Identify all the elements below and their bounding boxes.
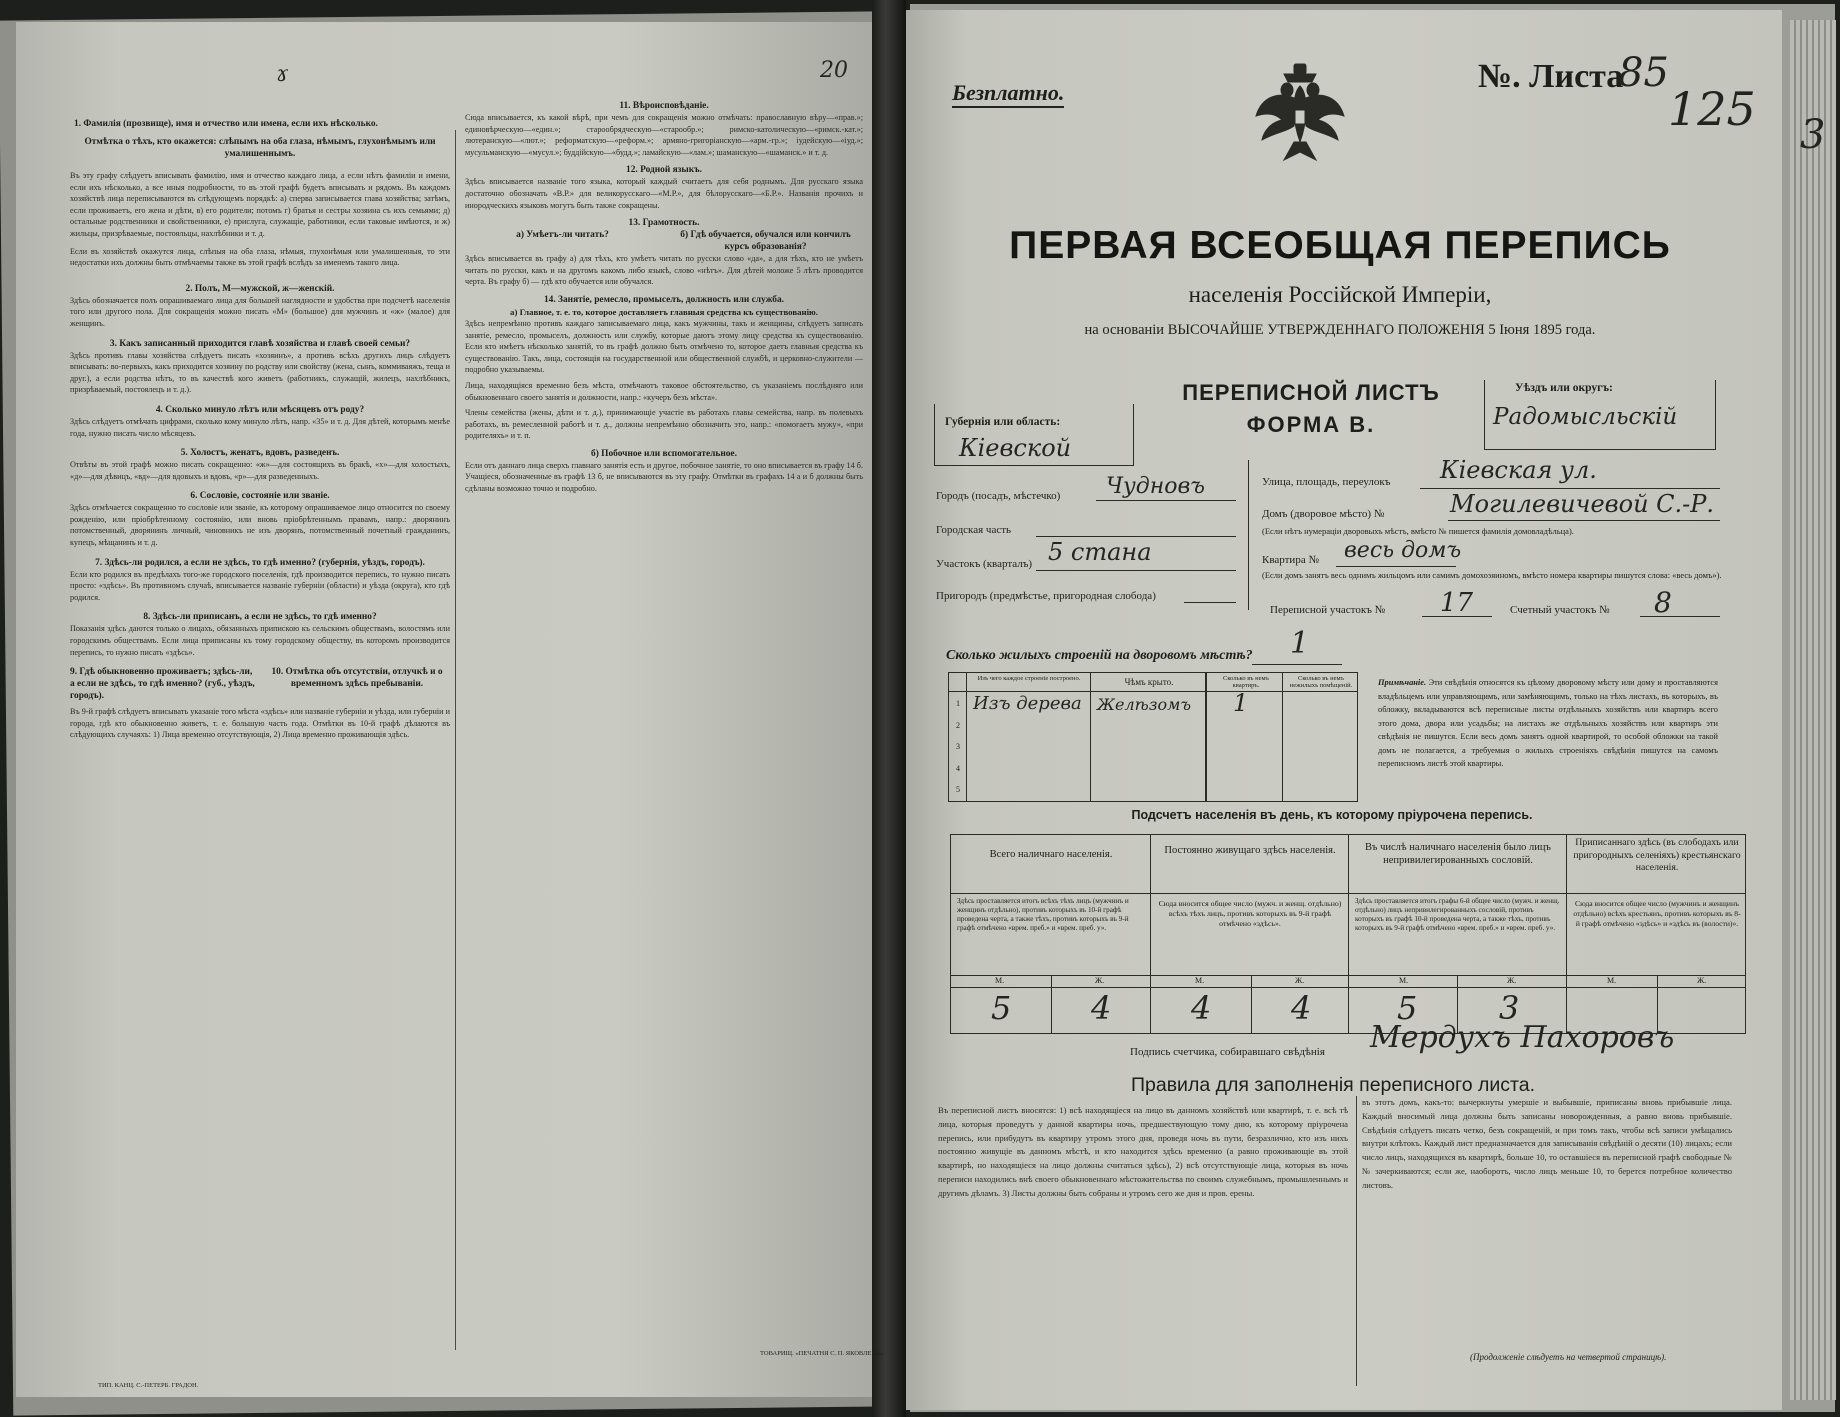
rules-column-2: въ этотъ домъ, какъ-то: вычеркнуты умершіе и выбывшіе, приписаны вновь прибывшіе лица. Каждый вносимый лица должны быть записаны новорожденныя, а равно вновь прибывшіе. Свѣдѣнія слѣдуетъ писать четко, безъ сокращеній, и при томъ такъ, чтобы всѣ записи умѣщались внутри клѣтокъ. Каждый лист предназначается для записыванія свѣдѣній о десяти (10) лицахъ; если число лицъ, находящихся въ квартирѣ, больше 10, то оставшіеся въ переписной графѣ свободные №№ зачеркиваются; если же, наоборотъ, число лицъ меньше 10, то берется потребное количество листовъ. (1362, 1097, 1732, 1190)
ct-mzh-row (951, 976, 1745, 987)
section-8-body: Показанія здѣсь даются только о лицахъ, обязанныхъ припискою къ сельскимъ обществамъ, волостямъ или городскимъ обществамъ. Если лица приписаны къ тому городскому обществу, въ которомъ производится перепись, то нужно писать «здѣсь». (70, 624, 450, 657)
rules-continued: (Продолженіе слѣдуетъ на четвертой страницѣ). (1470, 1352, 1667, 1362)
buildings-value: 1 (1290, 626, 1310, 661)
bt-row-3: 3 (956, 742, 960, 751)
section-9-body: Въ 9-й графѣ слѣдуетъ вписывать указаніе того мѣста «здѣсь» или названіе губерніи и уѣзда, или губерніи и города, гдѣ кто обыкновенно живетъ, т. е. большую часть года. Отмѣтки въ 10-й графѣ дѣлаются въ слѣдующихъ случаяхъ: 1) Лица временно отсутствующія, 2) Лица временно проживающія здѣсь. (70, 707, 450, 740)
instructions-column-2 (465, 100, 863, 1370)
section-6-body: Здѣсь отмѣчается сокращенно то сословіе или званіе, къ которому опрашиваемое лицо относится по своему рожденію, или пріобрѣтенному состоянію, или вновь пріобрѣтеннымъ правамъ, напр.: дворянинъ потомственный, дворянинъ личный, чиновникъ не изъ дворянъ, потомственный почетный гражданинъ, купецъ, мѣщанинъ и т. д. (70, 503, 450, 548)
form-heading (1146, 380, 1476, 438)
population-count-table (950, 834, 1746, 1034)
rules-divider (1356, 1096, 1357, 1386)
section-1-title: 1. Фамилія (прозвище), имя и отчество или имена, если ихъ нѣсколько. (74, 119, 378, 129)
section-9-title: 9. Гдѣ обыкновенно проживаетъ; здѣсь-ли, а если не здѣсь, то гдѣ именно? (губ., уѣздъ, городъ). (70, 667, 255, 702)
printer-note-right: ТОВАРИЩ. «ПЕЧАТНЯ С. П. ЯКОВЛЕВА». (760, 1350, 885, 1357)
section-13-title: 13. Грамотность. (628, 218, 700, 229)
count-section-value: 8 (1654, 586, 1672, 619)
section-12-title: 12. Родной языкъ. (626, 165, 702, 176)
section-value: 5 стана (1048, 538, 1152, 566)
page-edges (1790, 20, 1836, 1400)
address-divider (1248, 460, 1249, 610)
bt-row-1: 1 (956, 699, 960, 708)
ct-permanent-m: 4 (1191, 989, 1212, 1027)
left-page-number: 20 (820, 58, 848, 83)
bt-row-5: 5 (956, 785, 960, 794)
section-line (1036, 570, 1236, 571)
bt-row-2: 2 (956, 720, 960, 730)
book-gutter (872, 0, 906, 1417)
section-14-body-3: Члены семейства (жены, дѣти и т. д.), принимающіе участіе въ работахъ главы семейства, напр. въ полевыхъ работахъ, въ ремесленной работѣ и т. д., должны непремѣнно обозначить это, напр.: «помогаетъ мужу», «при родителяхъ» и т. п. (465, 408, 863, 441)
section-5-title: 5. Холостъ, женатъ, вдовъ, разведенъ. (180, 448, 340, 459)
count-title: Подсчетъ населенія въ день, къ которому пріурочена перепись. (1131, 808, 1533, 822)
section-11-title: 11. Вѣроисповѣданіе. (619, 101, 709, 111)
ct-zh-4: Ж. (1697, 976, 1707, 985)
bt-row1-material: Изъ дерева (973, 693, 1082, 714)
suburb-label: Пригородъ (предмѣстье, пригородная слобода) (936, 590, 1156, 602)
section-4-title: 4. Сколько минуло лѣтъ или мѣсяцевъ отъ роду? (155, 404, 365, 415)
town-part-line (1036, 536, 1236, 537)
note-title: Примѣчаніе. (1378, 678, 1427, 687)
count-section-line (1640, 616, 1720, 617)
ct-zh-1: Ж. (1095, 976, 1105, 985)
section-4-body: Здѣсь слѣдуетъ отмѣчать цифрами, сколько кому минуло лѣтъ, напр. «35» и т. д. Для дѣтей, которымъ менѣе года, нужно писать число мѣсяцевъ. (70, 416, 450, 438)
signature-label: Подпись счетчика, собиравшаго свѣдѣнія (1130, 1046, 1325, 1058)
ct-m-1: М. (995, 976, 1005, 985)
section-1-note: Отмѣтка о тѣхъ, кто окажется: слѣпымъ на оба глаза, нѣмымъ, глухонѣмымъ или умалишеннымъ. (84, 137, 436, 159)
house-note: (Если нѣтъ нумераціи дворовыхъ мѣстъ, вмѣсто № пишется фамилія домовладѣльца). (1262, 526, 1574, 536)
ct-desc-2: Сюда вносится общее число (мужч. и женщ. отдѣльно) всѣхъ тѣхъ лицъ, противъ которыхъ въ 9-й графѣ отмѣчено «здѣсь». (1158, 899, 1342, 928)
ct-total-m: 5 (991, 989, 1012, 1027)
sheet-number-value: 85 (1618, 50, 1669, 96)
section-3-body: Здѣсь противъ главы хозяйства слѣдуетъ писать «хозяинъ», а противъ всѣхъ другихъ лицъ слѣдуетъ вписывать: во-первыхъ, какъ приходится хозяину по родству или свойству (жена, сынъ, коммиваяжъ, теща и друг.), а если родства нѣтъ, то въ качествѣ кого живетъ (работникъ, служащій, жилецъ, нахлѣбникъ, призрѣваемый, постоялецъ и т. д.). (70, 350, 450, 395)
ct-header-1: Всего наличнаго населенія. (989, 849, 1113, 860)
ct-zh-2: Ж. (1295, 976, 1305, 985)
apartment-value: весь домъ (1344, 538, 1462, 563)
street-value: Кіевская ул. (1440, 456, 1597, 484)
section-14b-title: б) Побочное или вспомогательное. (591, 448, 737, 459)
bt-row-4: 4 (956, 763, 960, 773)
section-7-body: Если кто родился въ предѣлахъ того-же городского поселенія, гдѣ производится перепись, то нужно писать просто: «здѣсь». Въ противномъ случаѣ, вписывается названіе губерніи (области) и уѣзда (округа), кто гдѣ родился. (70, 569, 450, 602)
archive-number: 125 (1668, 82, 1756, 136)
rules-column-1: Въ переписной листъ вносятся: 1) всѣ находящіеся на лицо въ данномъ хозяйствѣ или квартирѣ, т. е. всѣ тѣ лица, которыя проведутъ у данной квартиры ночь, предшествующую тому дню, къ которому пріурочена перепись, или прибудутъ въ квартиру утромъ этого дня, проведя ночь въ пути, безразлично, кто изъ нихъ постоянно живущіе въ данномъ мѣстѣ, и кто находится здѣсь временно (а равно проживающіе въ этой квартирѣ, но находящіеся на лицо должны считаться здѣсь), 2) всѣ отсутствующіе лица, которыя въ ночь переписи находились внѣ своего обыкновеннаго мѣстожительства по своимъ служебнымъ, промышленнымъ и другимъ дѣламъ. 3) Листы должны быть собраны и утромъ сего же дня и пров. ерены. (938, 1105, 1348, 1198)
buildings-note (1378, 676, 1718, 771)
census-basis: на основаніи ВЫСОЧАЙШЕ УТВЕРЖДЕННАГО ПОЛОЖЕНІЯ 5 Іюня 1895 года. (1084, 322, 1596, 338)
ct-desc-3: Здѣсь проставляется итогъ графы 6-й общее число (мужч. и женщ. отдѣльно) лицъ непривилегированныхъ сословій, противъ которыхъ въ графѣ 10-й проведена черта, а также тѣхъ, противъ которыхъ въ 9-й графѣ отмѣчено «врем. преб.» и «врем. преб. у». (1355, 897, 1560, 932)
section-12-body: Здѣсь вписывается названіе того языка, который каждый считаетъ для себя роднымъ. Для русскаго языка достаточно обозначать «В.Р.» для великорусскаго—«М.Р.», для бѣлорусскаго—«Б.Р.». Названія прочихъ и инородческихъ языковъ могутъ быть также сокращены. (465, 177, 863, 210)
bt-col2 (1091, 673, 1207, 801)
district-box (1484, 380, 1716, 450)
section-5-body: Отвѣты въ этой графѣ можно писать сокращенно: «ж»—для состоящихъ въ бракѣ, «х»—для холостыхъ, «д»—для дѣвицъ, «вд»—для вдовыхъ и вдовъ, «р»—для разведенныхъ. (70, 460, 450, 481)
ct-permanent-zh: 4 (1291, 989, 1312, 1027)
edge-number: 3 (1800, 112, 1826, 158)
section-8-title: 8. Здѣсь-ли приписанъ, а если не здѣсь, то гдѣ именно? (143, 612, 377, 623)
apartment-label: Квартира № (1262, 554, 1319, 566)
section-3-title: 3. Какъ записанный приходится главѣ хозяйства и главѣ своей семьи? (109, 338, 411, 349)
ct-nonpriv-m: 5 (1397, 989, 1418, 1027)
census-section-label: Переписной участокъ № (1270, 604, 1386, 616)
suburb-line (1184, 602, 1236, 603)
census-section-value: 17 (1440, 588, 1474, 618)
note-body: Эти свѣдѣнія относятся къ цѣлому дворовому мѣсту или дому и проставляются владѣльцемъ или управляющимъ, или замѣняющимъ, только на тѣхъ листахъ, въ которыхъ, въ обложку, вкладываются всѣ переписные листы отдѣльныхъ хозяйствъ или квартиръ всего этого дома, двора или усадьбы; на листахъ же отдѣльныхъ хозяйствъ или квартиръ эти свѣдѣнія не пишутся. Если весь домъ занятъ одной квартирой, то особой обложки на такой домъ не полагается, а требуемыя о жилыхъ строеніяхъ свѣдѣнія пишутся на самомъ переписномъ листѣ этой квартиры. (1378, 678, 1718, 768)
section-1-body-2: Если въ хозяйствѣ окажутся лица, слѣпыя на оба глаза, нѣмыя, глухонѣмыя или умалишенныя, то эти недостатки ихъ должны быть отмѣчаемы также въ этой графѣ вслѣдъ за именемъ такого лица. (70, 246, 450, 268)
form-subtitle: ФОРМА В. (1246, 412, 1376, 437)
ct-mzh-line (951, 987, 1745, 988)
house-label: Домъ (дворовое мѣсто) № (1262, 508, 1385, 520)
ct-desc-1: Здѣсь проставляется итогъ всѣхъ тѣхъ лицъ (мужчинъ и женщинъ отдѣльно), противъ которыхъ въ 10-й графѣ проведена черта, а также тѣхъ, противъ которыхъ въ 9-й графѣ отмѣчено «врем. преб.» и «врем. преб. у». (957, 897, 1129, 932)
town-line (1096, 500, 1236, 501)
count-section-label: Счетный участокъ № (1510, 604, 1610, 616)
town-value: Чудновъ (1106, 474, 1205, 499)
apartment-line (1336, 566, 1456, 567)
section-1-body: Въ эту графу слѣдуетъ вписывать фамилію, имя и отчество каждаго лица, а если нѣтъ фамиліи и имени, если ихъ нѣсколько, а все иныя подробности, то въ этой графѣ будетъ вписывать и рядомъ. Въ каждомъ хозяйствѣ лица переписываются въ слѣдующемъ порядкѣ: а) сперва записывается глава хозяйства; затѣмъ, если проживаетъ, его жена и дѣти, в) его родители; потомъ г) братья и сестры хозяина съ ихъ семьями; д) остальные родственники и свойственники, е) прислуга, служащіе, работники, если таковые имѣются, и ж) жильцы, призрѣваемые, постояльцы, нахлѣбники и т. д. (70, 171, 450, 238)
ct-zh-3: Ж. (1507, 976, 1517, 985)
ct-m-4: М. (1607, 976, 1617, 985)
section-13-body: Здѣсь вписывается въ графу а) для тѣхъ, кто умѣетъ читать по русски слово «да», а для тѣхъ, кто не умѣетъ читать по русски, какъ и на другомъ какомъ либо языкѣ, слово «нѣтъ». Для дѣтей моложе 5 лѣтъ проводится черта. Въ графу б) — гдѣ кто обучается или обучался. (465, 254, 863, 287)
section-14-body-2: Лица, находящіяся временно безъ мѣста, отмѣчаютъ таковое обстоятельство, съ указаніемъ послѣдняго или обыкновеннаго своего занятія и должности, напр.: «кучеръ безъ мѣста». (465, 380, 863, 402)
province-value: Кіевской (959, 434, 1072, 462)
apartment-note: (Если домъ занятъ весь однимъ жильцомъ или самимъ домохозяиномъ, вмѣсто номера квартиры пишутся слова: «весь домъ»). (1262, 570, 1722, 580)
bt-header-2: Чѣмъ крыто. (1124, 677, 1174, 687)
printer-note-left: ТИП. КАНЦ. С.-ПЕТЕРБ. ГРАДОН. (98, 1382, 199, 1389)
street-line (1420, 488, 1720, 489)
rules-title: Правила для заполненія переписного листа. (1130, 1074, 1535, 1096)
section-2-title: 2. Полъ, М—мужской, ж—женскій. (185, 283, 335, 294)
ct-total-zh: 4 (1091, 989, 1112, 1027)
section-6-title: 6. Сословіе, состояніе или званіе. (190, 491, 330, 502)
bt-row1-apartments: 1 (1233, 689, 1249, 717)
buildings-question: Сколько жилыхъ строеній на дворовомъ мѣстѣ? (946, 648, 1253, 663)
free-label: Безплатно. (952, 80, 1064, 108)
province-box (934, 404, 1134, 466)
census-title: ПЕРВАЯ ВСЕОБЩАЯ ПЕРЕПИСЬ (1009, 224, 1671, 267)
ct-header-4: Приписаннаго здѣсь (въ слободахъ или пригородныхъ селеніяхъ) крестьянскаго населенія. (1573, 837, 1741, 873)
section-13b: б) Гдѣ обучается, обучался или кончилъ курсъ образованія? (680, 230, 851, 253)
corner-mark: ɤ (276, 62, 289, 87)
sheet-number-label: №. Листа (1478, 58, 1624, 95)
buildings-line (1252, 664, 1342, 665)
province-label: Губернія или область: (945, 416, 1061, 428)
signature-value: Мердухъ Пахоровъ (1370, 1020, 1675, 1055)
section-14b-body: Если отъ даннаго лица сверхъ главнаго занятія есть и другое, побочное занятіе, то оно вписывается въ графу 14 б. Учащіеся, обозначенные въ графѣ 13 б, не вписываются въ эту графу. Отмѣтки въ графахъ 14 а и б должны быть сдѣланы возможно точно и подробно. (465, 460, 863, 494)
section-2-body: Здѣсь обозначается полъ опрашиваемаго лица для большей наглядности и удобства при подсчетѣ населенія того или другого пола. Для сокращенія можно писать «М» (большое) для мужчинъ и «ж» (малое) для женщинъ. (70, 295, 450, 328)
buildings-table (948, 672, 1358, 802)
column-divider (455, 130, 456, 1350)
section-13a: а) Умѣетъ-ли читать? (516, 230, 609, 241)
imperial-eagle-emblem (1254, 60, 1346, 178)
bt-header-3: Сколько въ немъ квартиръ. (1223, 675, 1269, 689)
street-label: Улица, площадь, переулокъ (1262, 476, 1391, 488)
census-subtitle: населенія Россійской Имперіи, (1188, 282, 1492, 307)
ct-m-3: М. (1399, 976, 1409, 985)
ct-header-3: Въ числѣ наличнаго населенія было лицъ непривилегированныхъ сословій. (1365, 842, 1551, 866)
bt-header-4: Сколько въ немъ нежилыхъ помѣщеній. (1289, 675, 1353, 689)
section-14a: а) Главное, т. е. то, которое доставляетъ главныя средства къ существованію. (510, 306, 818, 317)
bt-header-1: Изъ чего каждое строеніе построено. (977, 675, 1081, 682)
town-part-label: Городская часть (936, 524, 1012, 536)
section-11-body: Сюда вписывается, къ какой вѣрѣ, при чемъ для сокращенія можно отмѣчать: православную вѣру—«прав.»; единовѣрческую—«един.»; старообрядческую—«старообр.»; римско-католическую—«римск.-кат.»; лютеранскую—«лют.»; реформатскую—«реформ.»; армяно-григоріанскую—«арм.-гр.»; іудейскую—«іуд.»; мусульманскую—«мусул.»; буддійскую—«будд.»; ламайскую—«лам.»; шаманскую—«шаманск.» и т. д. (465, 113, 863, 157)
district-value: Радомысльскій (1493, 404, 1678, 430)
district-label: Уѣздъ или округъ: (1515, 382, 1613, 394)
bt-row-numbers (949, 693, 967, 801)
instructions-column-1 (70, 118, 450, 1368)
house-line (1448, 520, 1720, 521)
ct-m-2: М. (1195, 976, 1205, 985)
section-label: Участокъ (кварталъ) (936, 558, 1033, 570)
bt-row1-roof: Желѣзомъ (1097, 695, 1192, 714)
section-14-body: Здѣсь непремѣнно противъ каждаго записываемаго лица, какъ мужчины, такъ и женщины, слѣдуетъ записать занятіе, ремесло, промыселъ, должность или службу, которые даютъ этому лицу средства къ существованію. Если кто имѣетъ нѣсколько занятій, то въ графѣ должно быть отмѣчено то, которое даетъ главныя средства къ существованію. Такъ, лица, состоящія на государственной или общественной службѣ, и церковно-служители — подробно указываемы. (465, 318, 863, 375)
ct-desc-4: Сюда вносится общее число (мужчинъ и женщинъ отдѣльно) всѣхъ крестьянъ, противъ которыхъ въ 8-й графѣ отмѣчено «здѣсь» и «здѣсь въ (волости)». (1573, 899, 1741, 928)
bt-header-line (949, 691, 1357, 692)
section-10-title: 10. Отмѣтка объ отсутствіи, отлучкѣ и о временномъ здѣсь пребываніи. (271, 667, 443, 690)
section-7-title: 7. Здѣсь-ли родился, а если не здѣсь, то гдѣ именно? (губернія, уѣздъ, городъ). (95, 557, 425, 568)
form-title: ПЕРЕПИСНОЙ ЛИСТЪ (1182, 380, 1440, 405)
ct-header-2: Постоянно живущаго здѣсь населенія. (1164, 845, 1336, 856)
ct-header-line (951, 893, 1745, 894)
town-label: Городъ (посадъ, мѣстечко) (936, 490, 1061, 502)
section-14-title: 14. Занятіе, ремесло, промыселъ, должность или служба. (543, 294, 785, 305)
house-value: Могилевичевой С.-Р. (1450, 490, 1715, 518)
ct-nonpriv-zh: 3 (1499, 989, 1520, 1027)
